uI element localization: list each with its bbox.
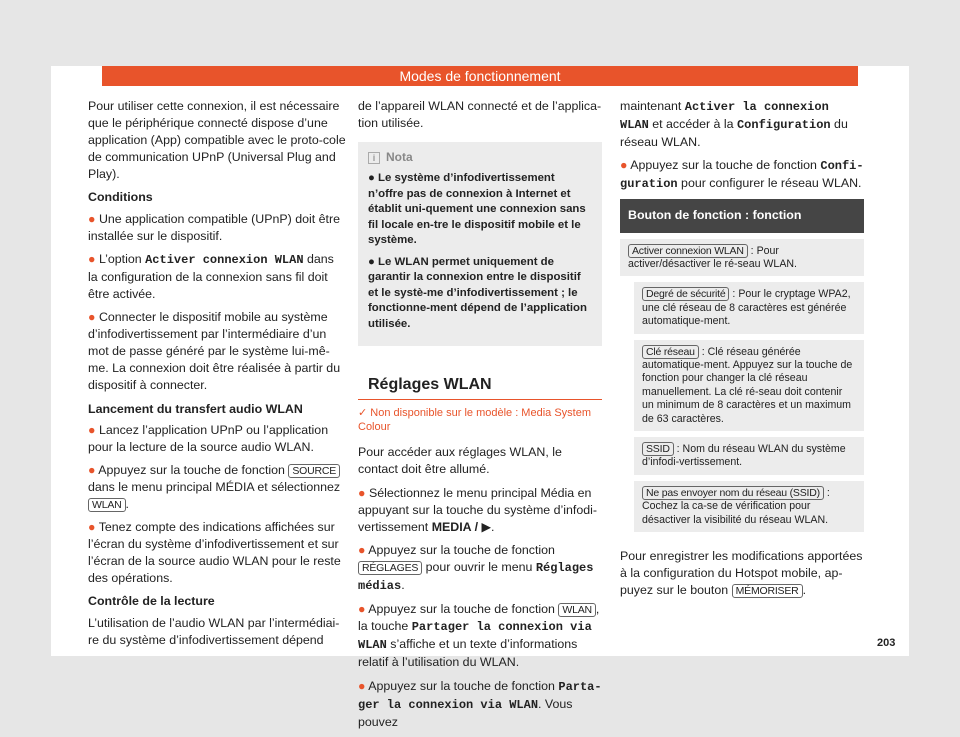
step-item: ● Appuyez sur la touche de fonction WLAN , la touche Partager la connexion via WLAN s’affiche et un texte d’informations relatif à l’utilisation du WLAN. <box>358 602 600 670</box>
step-item: ● Sélectionnez le menu principal Média en appuyant sur la touche du système d’infodi-vertissement MEDIA / ▶. <box>358 485 598 534</box>
media-play-icon: MEDIA / ▶ <box>431 519 492 534</box>
table-row: Clé réseau : Clé réseau générée automatique-ment. Appuyez sur la touche de fonction pour changer la clé réseau manuellement. La clé ré-seau doit contenir un minimum de 8 caractères et un maximum de 63 caractères. <box>634 334 864 431</box>
step-item: ● Appuyez sur la touche de fonction Parta-ger la connexion via WLAN. Vous pouvez <box>358 678 602 729</box>
continued-paragraph: maintenant Activer la connexion WLAN et accéder à la Configuration du réseau WLAN. <box>620 99 848 150</box>
availability-note: ✓ Non disponible sur le modèle : Media System Colour <box>358 407 592 434</box>
wlan-key: WLAN <box>558 603 596 617</box>
condition-item: ● Une application compatible (UPnP) doit être installée sur le dispositif. <box>88 211 340 243</box>
condition-item: ● Connecter le dispositif mobile au système d’infodivertissement par l’intermédiaire d’un mot de passe généré par le système lui-mê-me. La connexion doit être réalisée à partir du dispositif à connecter. <box>88 310 341 393</box>
table-row: Activer connexion WLAN : Pour activer/désactiver le ré-seau WLAN. <box>620 233 864 277</box>
note-box <box>358 142 602 346</box>
launch-item: ● Appuyez sur la touche de fonction SOURCE dans le menu principal MÉDIA et sélectionnez WLAN . <box>88 462 341 511</box>
note-item: ● Le WLAN permet uniquement de garantir la connexion entre le dispositif et le systè-me d’infodivertissement ; le fonctionne-ment dépend de l’application utilisée. <box>368 255 587 330</box>
table-row: Ne pas envoyer nom du réseau (SSID) : Cochez la ca-se de vérification pour désactiver la visibilité du réseau WLAN. <box>634 475 864 532</box>
page-number: 203 <box>877 637 896 649</box>
control-heading: Contrôle de la lecture <box>88 594 215 609</box>
intro-paragraph: Pour utiliser cette connexion, il est nécessaire que le périphérique connecté dispose d’une application (App) compatible avec le proto-cole de communication UPnP (Universal Plug and Play). <box>88 99 346 182</box>
function-table <box>620 199 864 532</box>
wlan-key: WLAN <box>88 498 126 512</box>
column-3 <box>620 98 864 605</box>
check-icon: ✓ <box>358 407 371 420</box>
step-item: ● Appuyez sur la touche de fonction RÉGLAGES pour ouvrir le menu Réglages médias. <box>358 542 594 594</box>
save-paragraph: Pour enregistrer les modifications apportées à la configuration du Hotspot mobile, ap-puyez sur le bouton MÉMORISER . <box>620 549 863 598</box>
launch-item: ● Tenez compte des indications affichées sur l’écran du système d’infodivertissement et sur l’écran de la source audio WLAN pour le reste des opérations. <box>88 520 341 586</box>
launch-heading: Lancement du transfert audio WLAN <box>88 401 303 416</box>
control-paragraph: L’utilisation de l’audio WLAN par l’intermédiai-re du système d’infodivertissement dépend <box>88 615 340 647</box>
info-icon: i <box>368 152 380 164</box>
access-paragraph: Pour accéder aux réglages WLAN, le contact doit être allumé. <box>358 445 562 477</box>
column-1 <box>88 98 346 655</box>
condition-item: ● L’option Activer connexion WLAN dans la configuration de la connexion sans fil doit être activée. <box>88 251 334 301</box>
reglages-key: RÉGLAGES <box>358 561 422 575</box>
table-header: Bouton de fonction : fonction <box>620 199 864 232</box>
table-row: SSID : Nom du réseau WLAN du système d’infodi-vertissement. <box>634 431 864 475</box>
page-header: Modes de fonctionnement <box>102 66 858 86</box>
column-2 <box>358 98 602 737</box>
source-key: SOURCE <box>288 464 340 478</box>
launch-item: ● Lancez l’application UPnP ou l’application pour la lecture de la source audio WLAN. <box>88 422 329 454</box>
section-title: Réglages WLAN <box>358 376 602 400</box>
step-item: ● Appuyez sur la touche de fonction Confi-guration pour configurer le réseau WLAN. <box>620 158 864 192</box>
note-title: i Nota <box>368 149 592 166</box>
memoriser-key: MÉMORISER <box>732 584 803 598</box>
table-row: Degré de sécurité : Pour le cryptage WPA2, une clé réseau de 8 caractères est générée automatique-ment. <box>634 276 864 333</box>
note-item: ● Le système d’infodivertissement n’offre pas de connexion à Internet et établit uni-quement une connexion sans fil locale en-tre le dispositif mobile et le système. <box>368 172 586 247</box>
continued-paragraph: de l’appareil WLAN connecté et de l’applica-tion utilisée. <box>358 99 602 131</box>
conditions-heading: Conditions <box>88 190 153 205</box>
